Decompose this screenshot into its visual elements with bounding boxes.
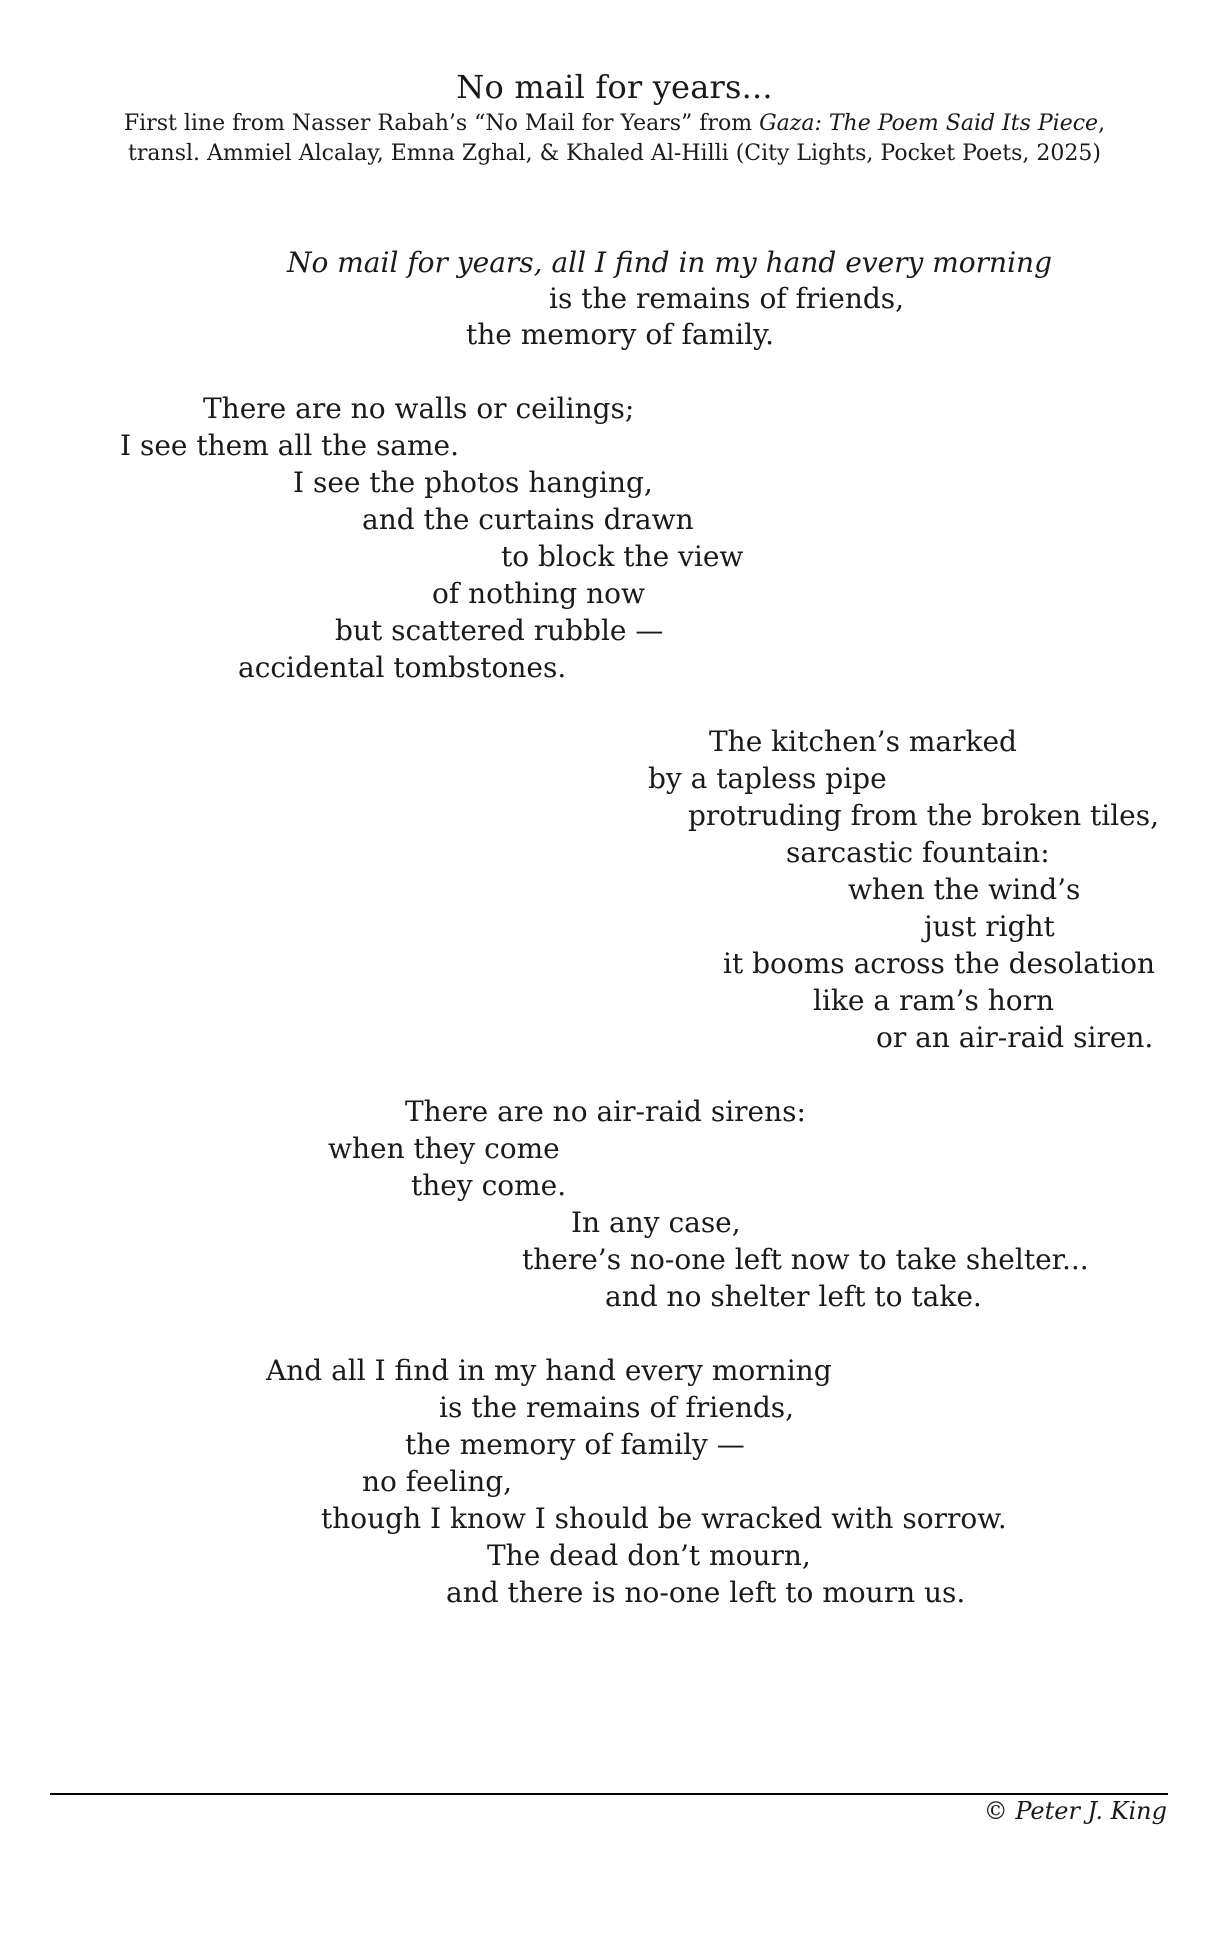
poem-line: no feeling,: [362, 1465, 513, 1498]
poem-line: it booms across the desolation: [723, 947, 1156, 980]
poem-title: No mail for years...: [456, 68, 773, 106]
poem-line: of nothing now: [432, 577, 645, 610]
poem-line: accidental tombstones.: [238, 651, 567, 684]
poem-line: There are no walls or ceilings;: [203, 392, 635, 425]
attribution-text: First line from Nasser Rabah’s “No Mail for Years” from: [123, 111, 760, 136]
poem-line: to block the view: [501, 540, 744, 573]
poem-line: like a ram’s horn: [813, 984, 1055, 1017]
poem-line: The dead don’t mourn,: [487, 1539, 811, 1572]
translator-credit: transl. Ammiel Alcalay, Emna Zghal, & Khaled Al-Hilli (City Lights, Pocket Poets, 2025): [128, 141, 1101, 166]
poem-line: when they come: [328, 1132, 560, 1165]
poem-line: I see the photos hanging,: [293, 466, 653, 499]
poem-line: protruding from the broken tiles,: [688, 799, 1160, 832]
footer-divider: [50, 1793, 1168, 1795]
poem-line: there’s no-one left now to take shelter...: [522, 1243, 1089, 1276]
poem-line: and there is no-one left to mourn us.: [446, 1576, 966, 1609]
poem-line: sarcastic fountain:: [786, 836, 1050, 869]
poem-line: The kitchen’s marked: [709, 725, 1017, 758]
poem-line: is the remains of friends,: [439, 1391, 795, 1424]
poem-line: though I know I should be wracked with sorrow.: [321, 1502, 1007, 1535]
poem-line: And all I find in my hand every morning: [266, 1354, 832, 1387]
poem-line: There are no air-raid sirens:: [405, 1095, 806, 1128]
copyright-notice: © Peter J. King: [983, 1797, 1167, 1825]
poem-line: and the curtains drawn: [362, 503, 694, 536]
poem-line: No mail for years, all I find in my hand every morning: [287, 246, 1052, 279]
source-book-title: Gaza: The Poem Said Its Piece: [759, 111, 1099, 136]
poem-line: just right: [924, 910, 1055, 943]
poem-line: is the remains of friends,: [549, 282, 905, 315]
poem-line: the memory of family —: [405, 1428, 745, 1461]
poem-line: or an air-raid siren.: [876, 1021, 1154, 1054]
poem-line: they come.: [411, 1169, 567, 1202]
poem-line: I see them all the same.: [120, 429, 460, 462]
poem-line: but scattered rubble —: [335, 614, 664, 647]
poem-line: and no shelter left to take.: [605, 1280, 982, 1313]
attribution-comma: ,: [1098, 111, 1106, 136]
poem-line: by a tapless pipe: [648, 762, 887, 795]
poem-line: In any case,: [571, 1206, 741, 1239]
poem-line: when the wind’s: [848, 873, 1081, 906]
source-attribution: [0, 109, 1229, 139]
poem-line: the memory of family.: [466, 318, 775, 351]
